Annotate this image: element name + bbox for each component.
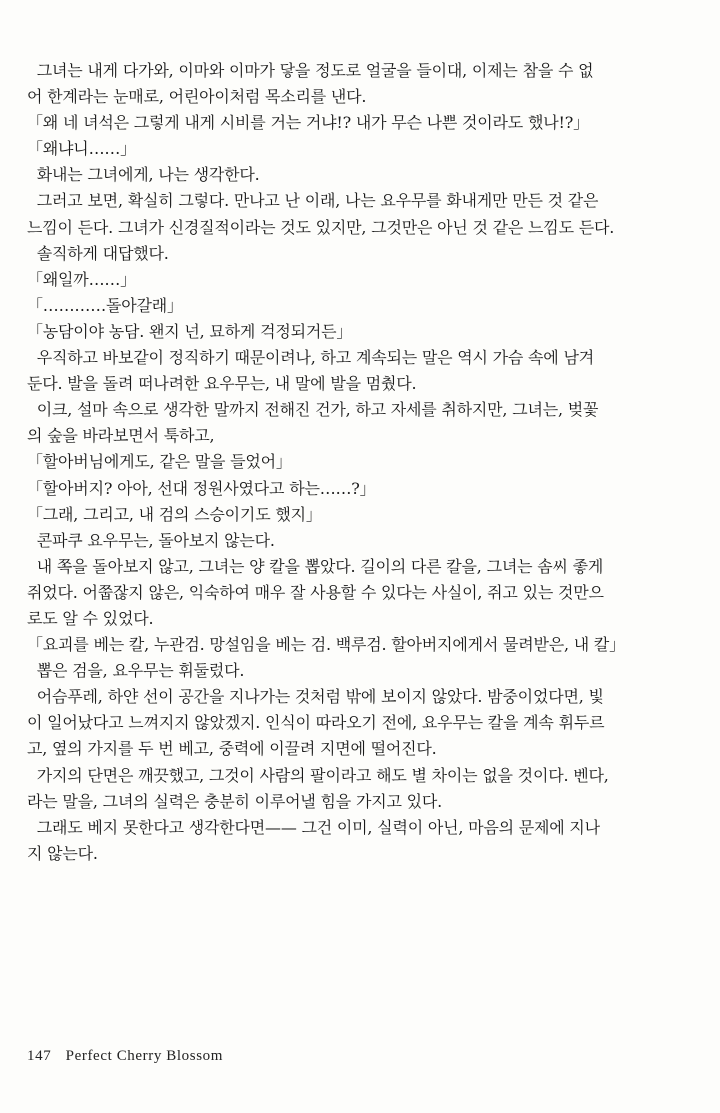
- text-line: 그래도 베지 못한다고 생각한다면—— 그건 이미, 실력이 아닌, 마음의 문제에 지나: [27, 817, 600, 837]
- page-footer: [27, 1048, 223, 1065]
- text-line: 이 일어났다고 느껴지지 않았겠지. 인식이 따라오기 전에, 요우무는 칼을 계속 휘두르: [27, 713, 605, 733]
- text-line: 이크, 설마 속으로 생각한 말까지 전해진 건가, 하고 자세를 취하지만, 그녀는, 벚꽃: [27, 400, 599, 420]
- text-line: 「왜냐니……」: [27, 139, 136, 159]
- text-line: 그러고 보면, 확실히 그렇다. 만나고 난 이래, 나는 요우무를 화내게만 만든 것 같은: [27, 191, 599, 211]
- text-line: 뽑은 검을, 요우무는 휘둘렀다.: [27, 661, 245, 681]
- text-line: 로도 알 수 있었다.: [27, 608, 154, 628]
- text-line: 「할아버님에게도, 같은 말을 들었어」: [27, 452, 292, 472]
- text-line: 어슴푸레, 하얀 선이 공간을 지나가는 것처럼 밖에 보이지 않았다. 밤중이었다면, 빛: [27, 687, 604, 707]
- text-line: 「농담이야 농담. 왠지 넌, 묘하게 걱정되거든」: [27, 321, 353, 341]
- text-line: 의 숲을 바라보면서 툭하고,: [27, 426, 215, 446]
- page-number: 147: [27, 1048, 52, 1064]
- text-line: 지 않는다.: [27, 843, 98, 863]
- text-line: 우직하고 바보같이 정직하기 때문이려나, 하고 계속되는 말은 역시 가슴 속에 남겨: [27, 348, 594, 368]
- text-line: 「할아버지? 아아, 선대 정원사였다고 하는……?」: [27, 478, 376, 498]
- text-line: 「그래, 그리고, 내 검의 스승이기도 했지」: [27, 504, 322, 524]
- text-line: 「…………돌아갈래」: [27, 295, 183, 315]
- text-line: 「왜 네 녀석은 그렇게 내게 시비를 거는 거냐!? 내가 무슨 나쁜 것이라도 했나!?」: [27, 113, 589, 133]
- book-title: Perfect Cherry Blossom: [65, 1048, 224, 1064]
- text-line: 가지의 단면은 깨끗했고, 그것이 사람의 팔이라고 해도 별 차이는 없을 것이다. 벤다,: [27, 765, 609, 785]
- text-line: 어 한계라는 눈매로, 어린아이처럼 목소리를 낸다.: [27, 87, 367, 107]
- text-line: 솔직하게 대답했다.: [27, 243, 169, 263]
- text-line: 내 쪽을 돌아보지 않고, 그녀는 양 칼을 뽑았다. 길이의 다른 칼을, 그녀는 솜씨 좋게: [27, 556, 604, 576]
- text-line: 화내는 그녀에게, 나는 생각한다.: [27, 165, 260, 185]
- text-line: 쥐었다. 어쭙잖지 않은, 익숙하여 매우 잘 사용할 수 있다는 사실이, 쥐고 있는 것만으: [27, 582, 604, 602]
- text-line: 둔다. 발을 돌려 떠나려한 요우무는, 내 말에 발을 멈췄다.: [27, 374, 417, 394]
- page-body: [27, 58, 693, 867]
- text-line: 라는 말을, 그녀의 실력은 충분히 이루어낼 힘을 가지고 있다.: [27, 791, 443, 811]
- text-line: 「왜일까……」: [27, 269, 136, 289]
- text-line: 콘파쿠 요우무는, 돌아보지 않는다.: [27, 530, 275, 550]
- text-line: 그녀는 내게 다가와, 이마와 이마가 닿을 정도로 얼굴을 들이대, 이제는 참을 수 없: [27, 61, 594, 80]
- text-line: 고, 옆의 가지를 두 번 베고, 중력에 이끌려 지면에 떨어진다.: [27, 739, 437, 759]
- text-line: 느낌이 든다. 그녀가 신경질적이라는 것도 있지만, 그것만은 아닌 것 같은 느낌도 든다.: [27, 217, 615, 237]
- text-line: 「요괴를 베는 칼, 누관검. 망설임을 베는 검. 백루검. 할아버지에게서 물려받은, 내 칼」: [27, 635, 625, 655]
